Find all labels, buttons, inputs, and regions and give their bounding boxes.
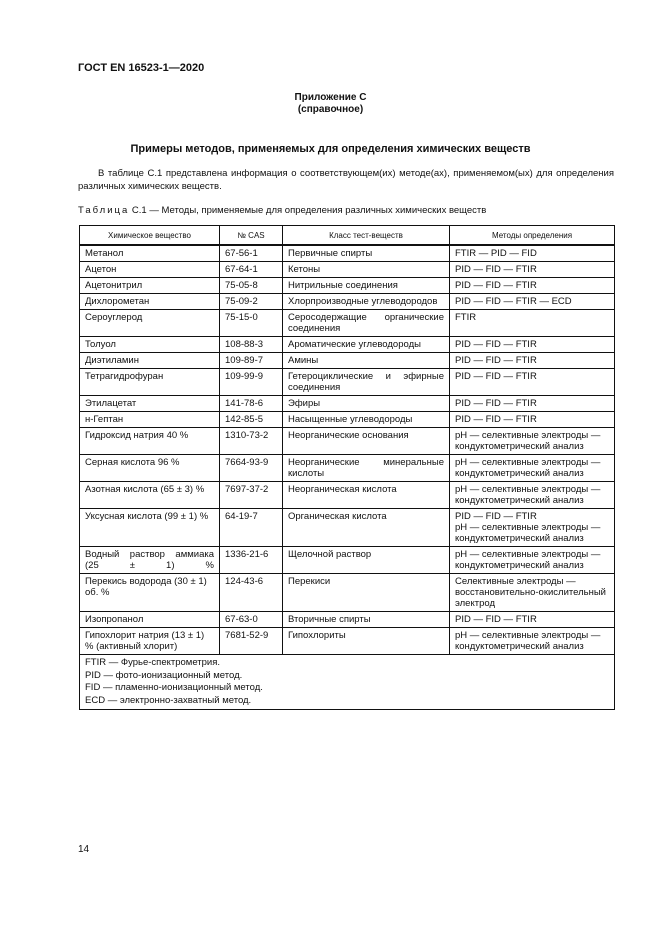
cell-class: Перекиси: [283, 574, 450, 612]
section-heading: Примеры методов, применяемых для определения химических веществ: [130, 143, 531, 155]
header-class: Класс тест-веществ: [283, 226, 450, 246]
header-method: Методы определения: [450, 226, 615, 246]
cell-method: PID — FID — FTIR: [450, 262, 615, 278]
cell-cas: 67-56-1: [220, 245, 283, 262]
cell-substance: Водный раствор аммиака (25 ± 1) %: [80, 547, 220, 574]
page-number: 14: [78, 844, 90, 855]
table-row: [80, 369, 615, 396]
cell-substance: Метанол: [80, 245, 220, 262]
cell-cas: 75-09-2: [220, 294, 283, 310]
cell-class: Хлорпроизводные углеводородов: [283, 294, 450, 310]
table-row: [80, 547, 615, 574]
cell-class: Щелочной раствор: [283, 547, 450, 574]
cell-method-line: PID — FID — FTIR: [455, 511, 537, 522]
table-caption-number: С.1: [131, 205, 147, 216]
table-caption-text: — Методы, применяемые для определения различных химических веществ: [149, 205, 487, 216]
cell-method: Селективные электроды — восстановительно-окислительный электрод: [450, 574, 615, 612]
cell-class: Неорганическая кислота: [283, 482, 450, 509]
table-row: [80, 262, 615, 278]
cell-class: Серосодержащие органические соединения: [283, 310, 450, 337]
table-row: [80, 396, 615, 412]
cell-cas: 109-89-7: [220, 353, 283, 369]
cell-cas: 141-78-6: [220, 396, 283, 412]
cell-substance: Толуол: [80, 337, 220, 353]
cell-cas: 7681-52-9: [220, 628, 283, 655]
cell-substance: Гипохлорит натрия (13 ± 1) % (активный хлорит): [80, 628, 220, 655]
cell-cas: 1336-21-6: [220, 547, 283, 574]
cell-substance: Ацетон: [80, 262, 220, 278]
cell-substance: Азотная кислота (65 ± 3) %: [80, 482, 220, 509]
cell-substance: Диэтиламин: [80, 353, 220, 369]
cell-method: PID — FID — FTIR: [450, 612, 615, 628]
cell-class: Кетоны: [283, 262, 450, 278]
cell-substance: Серная кислота 96 %: [80, 455, 220, 482]
cell-cas: 1310-73-2: [220, 428, 283, 455]
note-pid: PID — фото-ионизационный метод.: [85, 669, 243, 681]
cell-cas: 67-64-1: [220, 262, 283, 278]
cell-cas: 67-63-0: [220, 612, 283, 628]
cell-method: рН — селективные электроды — кондуктометрический анализ: [450, 628, 615, 655]
cell-cas: 124-43-6: [220, 574, 283, 612]
table-row: [80, 310, 615, 337]
cell-class: Органическая кислота: [283, 509, 450, 547]
cell-method: PID — FID — FTIR — ECD: [450, 294, 615, 310]
table-header-row: [80, 226, 615, 246]
cell-substance: Сероуглерод: [80, 310, 220, 337]
cell-method: рН — селективные электроды — кондуктометрический анализ: [450, 482, 615, 509]
cell-cas: 109-99-9: [220, 369, 283, 396]
cell-method-line: рН — селективные электроды — кондуктометрический анализ: [455, 522, 601, 544]
header-substance: Химическое вещество: [80, 226, 220, 246]
cell-method: PID — FID — FTIR: [450, 353, 615, 369]
methods-table: [79, 225, 615, 710]
cell-cas: 7697-37-2: [220, 482, 283, 509]
cell-method: PID — FID — FTIR: [450, 369, 615, 396]
cell-class: Нитрильные соединения: [283, 278, 450, 294]
cell-substance: Этилацетат: [80, 396, 220, 412]
cell-substance: Ацетонитрил: [80, 278, 220, 294]
cell-method: PID — FID — FTIR: [450, 278, 615, 294]
table-row: [80, 337, 615, 353]
cell-class: Амины: [283, 353, 450, 369]
cell-cas: 108-88-3: [220, 337, 283, 353]
table-row: [80, 353, 615, 369]
table-row: [80, 612, 615, 628]
cell-substance: Гидроксид натрия 40 %: [80, 428, 220, 455]
table-row: [80, 428, 615, 455]
table-caption: [78, 205, 486, 216]
note-fid: FID — пламенно-ионизационный метод.: [85, 682, 263, 693]
cell-class: Первичные спирты: [283, 245, 450, 262]
cell-class: Неорганические минеральные кислоты: [283, 455, 450, 482]
cell-class: Вторичные спирты: [283, 612, 450, 628]
cell-cas: 75-05-8: [220, 278, 283, 294]
note-ftir: FTIR — Фурье-спектрометрия.: [85, 657, 221, 668]
cell-substance: н-Гептан: [80, 412, 220, 428]
cell-cas: 64-19-7: [220, 509, 283, 547]
table-row: [80, 628, 615, 655]
table-row: [80, 482, 615, 509]
cell-method: рН — селективные электроды — кондуктометрический анализ: [450, 455, 615, 482]
note-ecd: ECD — электронно-захватный метод.: [85, 694, 252, 706]
table-row: [80, 574, 615, 612]
cell-method: [450, 509, 615, 547]
cell-class: Ароматические углеводороды: [283, 337, 450, 353]
cell-substance: Дихлорометан: [80, 294, 220, 310]
cell-class: Гипохлориты: [283, 628, 450, 655]
cell-substance: Тетрагидрофуран: [80, 369, 220, 396]
cell-method: рН — селективные электроды — кондуктометрический анализ: [450, 428, 615, 455]
annex-title: Приложение С: [294, 92, 367, 103]
header-cas: № CAS: [220, 226, 283, 246]
cell-class: Гетероциклические и эфирные соединения: [283, 369, 450, 396]
cell-method: PID — FID — FTIR: [450, 337, 615, 353]
cell-method: PID — FID — FTIR: [450, 412, 615, 428]
cell-substance: Уксусная кислота (99 ± 1) %: [80, 509, 220, 547]
cell-class: Эфиры: [283, 396, 450, 412]
cell-cas: 75-15-0: [220, 310, 283, 337]
table-row: [80, 509, 615, 547]
standard-designation: ГОСТ EN 16523-1—2020: [78, 62, 205, 74]
table-notes: [80, 655, 615, 710]
table-row: [80, 294, 615, 310]
cell-substance: Изопропанол: [80, 612, 220, 628]
table-caption-prefix: Таблица: [78, 205, 130, 216]
cell-cas: 7664-93-9: [220, 455, 283, 482]
table-row: [80, 245, 615, 262]
table-row: [80, 278, 615, 294]
cell-method: PID — FID — FTIR: [450, 396, 615, 412]
table-row: [80, 455, 615, 482]
annex-subtitle: (справочное): [297, 104, 364, 115]
table-notes-row: [80, 655, 615, 710]
cell-substance: Перекись водорода (30 ± 1) об. %: [80, 574, 220, 612]
intro-paragraph: В таблице С.1 представлена информация о соответствующем(их) методе(ах), применяемом(ых) для определения различных химических веществ.: [78, 168, 614, 192]
cell-cas: 142-85-5: [220, 412, 283, 428]
table-row: [80, 412, 615, 428]
cell-method: FTIR: [450, 310, 615, 337]
cell-class: Неорганические основания: [283, 428, 450, 455]
cell-method: FTIR — PID — FID: [450, 245, 615, 262]
cell-method: рН — селективные электроды — кондуктометрический анализ: [450, 547, 615, 574]
cell-class: Насыщенные углеводороды: [283, 412, 450, 428]
